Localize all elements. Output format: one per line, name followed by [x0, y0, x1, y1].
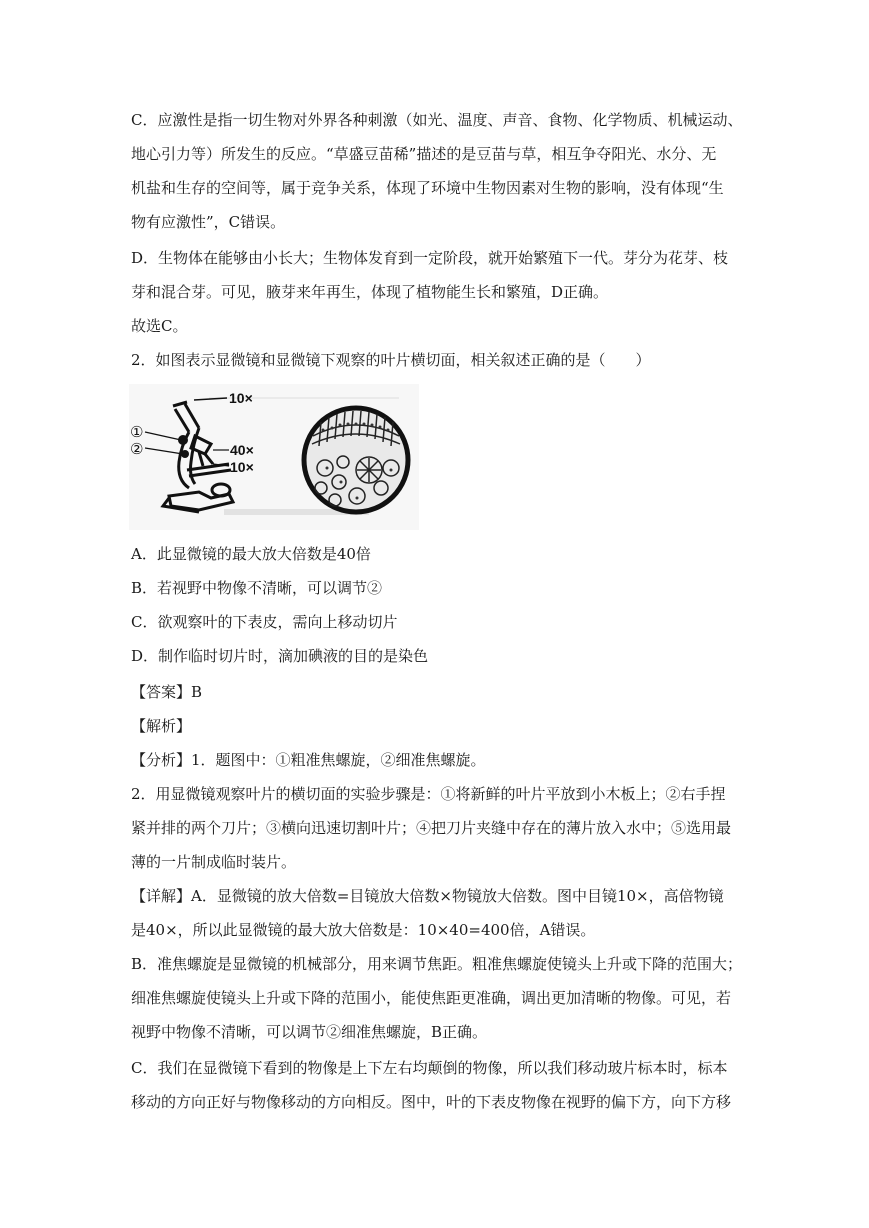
eyepiece-label: 10× [229, 390, 253, 406]
coarse-knob-label: ① [130, 423, 144, 441]
option-c: C．欲观察叶的下表皮，需向上移动切片 [131, 613, 398, 631]
text-line: 【分析】1．题图中：①粗准焦螺旋，②细准焦螺旋。 [131, 751, 486, 769]
text-line: 地心引力等）所发生的反应。“草盛豆苗稀”描述的是豆苗与草，相互争夺阳光、水分、无 [131, 145, 717, 163]
objective-high-label: 40× [230, 442, 254, 458]
text-line: C．应激性是指一切生物对外界各种刺激（如光、温度、声音、食物、化学物质、机械运动、 [131, 111, 743, 129]
text-line: 物有应激性”，C错误。 [131, 213, 286, 231]
option-b: B．若视野中物像不清晰，可以调节② [131, 579, 383, 597]
text-line: 视野中物像不清晰，可以调节②细准焦螺旋，B正确。 [131, 1023, 488, 1041]
option-a: A．此显微镜的最大放大倍数是40倍 [131, 545, 371, 563]
objective-low-label: 10× [230, 459, 254, 475]
text-line: 2．用显微镜观察叶片的横切面的实验步骤是：①将新鲜的叶片平放到小木板上；②右手捏 [131, 785, 726, 803]
option-d: D．制作临时切片时，滴加碘液的目的是染色 [131, 647, 429, 665]
text-line: 移动的方向正好与物像移动的方向相反。图中，叶的下表皮物像在视野的偏下方，向下方移 [131, 1093, 732, 1111]
text-line: 紧并排的两个刀片；③横向迅速切割叶片；④把刀片夹缝中存在的薄片放入水中；⑤选用最 [131, 819, 732, 837]
text-line: D．生物体在能够由小长大；生物体发育到一定阶段，就开始繁殖下一代。芽分为花芽、枝 [131, 249, 729, 267]
text-line: 细准焦螺旋使镜头上升或下降的范围小，能使焦距更准确，调出更加清晰的物像。可见，若 [131, 989, 732, 1007]
question-stem: 2．如图表示显微镜和显微镜下观察的叶片横切面，相关叙述正确的是（ ） [131, 351, 651, 369]
text-line: 芽和混合芽。可见，腋芽来年再生，体现了植物能生长和繁殖，D正确。 [131, 283, 609, 301]
leaf-cross-section-icon [304, 408, 408, 512]
text-line: 是40×，所以此显微镜的最大放大倍数是：10×40=400倍，A错误。 [131, 921, 596, 939]
text-line: C．我们在显微镜下看到的物像是上下左右均颠倒的物像，所以我们移动玻片标本时，标本 [131, 1059, 728, 1077]
text-line: 薄的一片制成临时装片。 [131, 853, 297, 871]
text-line: 故选C。 [131, 317, 188, 335]
text-line: B．准焦螺旋是显微镜的机械部分，用来调节焦距。粗准焦螺旋使镜头上升或下降的范围大； [131, 955, 743, 973]
microscope-diagram [129, 384, 419, 530]
answer-line: 【答案】B [131, 683, 203, 701]
microscope-figure [129, 384, 419, 530]
text-line: 机盐和生存的空间等，属于竞争关系，体现了环境中生物因素对生物的影响，没有体现“生 [131, 179, 724, 197]
text-line: 【详解】A．显微镜的放大倍数=目镜放大倍数×物镜放大倍数。图中目镜10×，高倍物镜 [131, 887, 724, 905]
analysis-heading: 【解析】 [131, 717, 192, 735]
fine-knob-label: ② [130, 440, 144, 458]
